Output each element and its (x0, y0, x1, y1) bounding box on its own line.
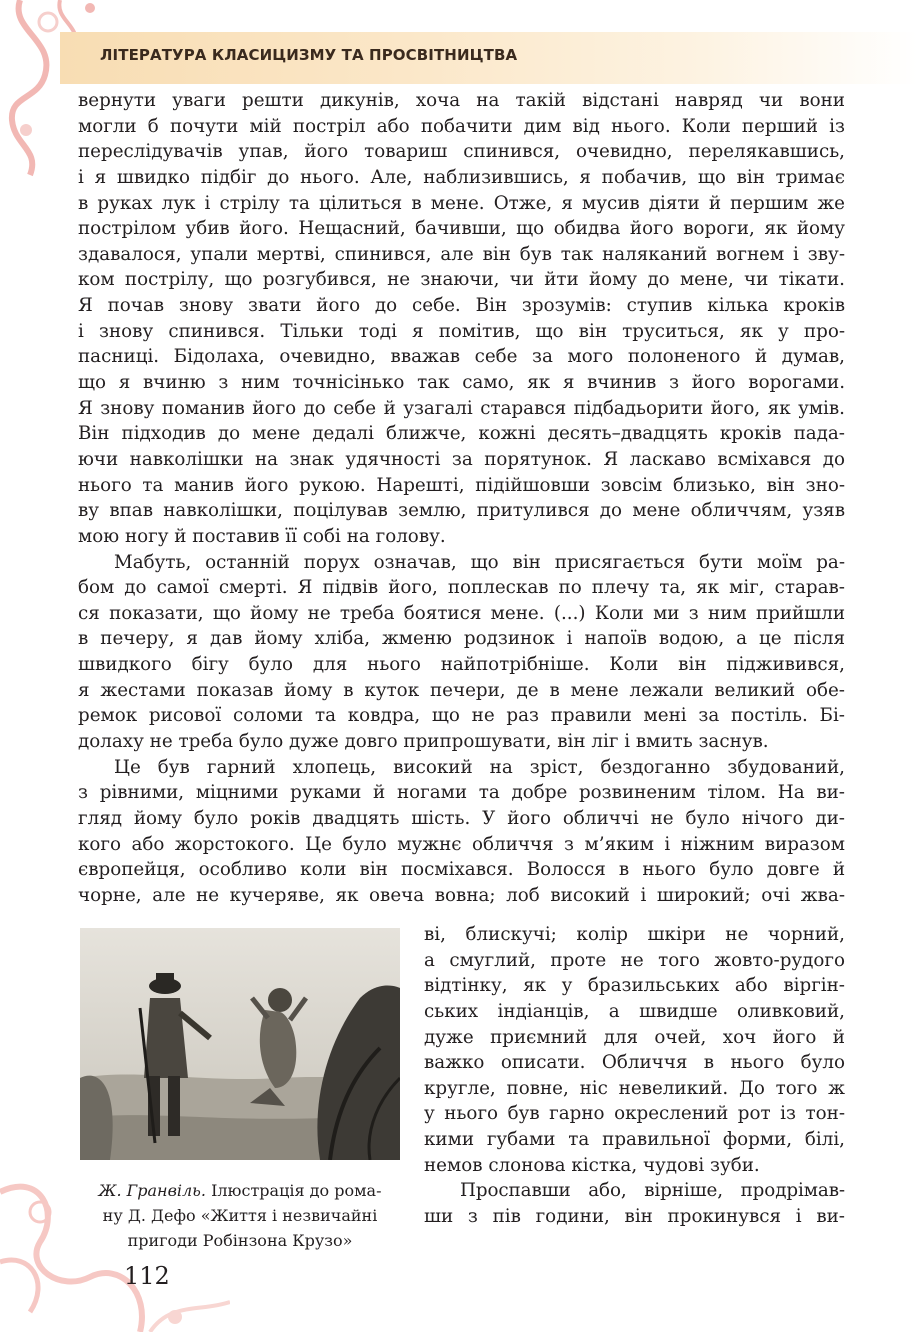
caption-text: ну Д. Дефо «Життя і незвичайні (102, 1206, 378, 1225)
running-header: ЛІТЕРАТУРА КЛАСИЦИЗМУ ТА ПРОСВІТНИЦТВА (100, 46, 518, 64)
text-line: ючи навколішки на знак удячності за порятунок. Я ласкаво всміхався до (78, 448, 845, 470)
text-line: кругле, повне, ніс невеликий. До того ж (424, 1077, 845, 1099)
text-line: ських індіанців, а швидше оливковий, (424, 1000, 845, 1022)
text-line: ши з пів години, він прокинувся і ви- (424, 1206, 845, 1228)
engraving-image (80, 928, 400, 1160)
text-line: кими губами та правильної форми, білі, (424, 1129, 845, 1151)
text-line: дуже приємний для очей, хоч його й (424, 1026, 845, 1048)
text-line: ву впав навколішки, поцілував землю, притулився до мене обличчям, узяв (78, 500, 845, 522)
paragraph-start: Мабуть, останній порух означав, що він присягається бути моїм ра- (114, 551, 845, 573)
text-line: ремок рисової соломи та ковдра, що не раз правили мені за постіль. Бі- (78, 705, 845, 727)
text-line: в руках лук і стрілу та цілиться в мене. Отже, я мусив діяти й першим же (78, 192, 845, 214)
text-line: важко описати. Обличчя в нього було (424, 1052, 845, 1074)
illustration-robinson-friday (80, 928, 400, 1160)
text-line: здавалося, упали мертві, спинився, але він був так наляканий вогнем і зву- (78, 243, 845, 265)
text-line: нього та манив його рукою. Нарешті, підійшовши зовсім близько, він зно- (78, 474, 845, 496)
text-line: мою ногу й поставив її собі на голову. (78, 525, 446, 547)
figure-caption (80, 1178, 400, 1253)
text-line: долаху не треба було дуже довго припрошувати, він ліг і вмить заснув. (78, 731, 769, 753)
paragraph-start: Проспавши або, вірніше, продрімав- (460, 1180, 845, 1202)
text-line: що я вчиню з ним точнісінько так само, як я вчинив з його ворогами. (78, 372, 845, 394)
caption-text: пригоди Робінзона Крузо» (127, 1231, 353, 1250)
text-line: кого або жорстокого. Це було мужнє обличчя з м’яким і ніжним виразом (78, 833, 845, 855)
text-line: швидкого бігу було для нього найпотрібніше. Коли він підживився, (78, 654, 845, 676)
main-text (78, 88, 845, 909)
text-line: пасниці. Бідолаха, очевидно, вважав себе за мого полоненого й думав, (78, 346, 845, 368)
text-line: у нього був гарно окреслений рот із тон- (424, 1103, 845, 1125)
page-number: 112 (124, 1262, 170, 1290)
text-line: переслідувачів упав, його товариш спинився, очевидно, перелякавшись, (78, 141, 845, 163)
text-line: Я знову поманив його до себе й узагалі старався підбадьорити його, як умів. (78, 397, 845, 419)
text-line: і знову спинився. Тільки тоді я помітив, що він труситься, як у про- (78, 320, 845, 342)
text-line: відтінку, як у бразильських або віргін- (424, 975, 845, 997)
wrapped-text (424, 922, 845, 1230)
text-line: Він підходив до мене дедалі ближче, кожні десять–двадцять кроків пада- (78, 423, 845, 445)
paragraph-start: Це був гарний хлопець, високий на зріст, бездоганно збудований, (114, 756, 845, 778)
text-line: а смуглий, проте не того жовто-рудого (424, 949, 845, 971)
text-line: гляд йому було років двадцять шість. У його обличчі не було нічого ди- (78, 807, 845, 829)
text-line: вернути уваги решти дикунів, хоча на такій відстані навряд чи вони (78, 90, 845, 111)
caption-author: Ж. Гранвіль. (98, 1181, 206, 1200)
text-line: і я швидко підбіг до нього. Але, наблизившись, я побачив, що він тримає (78, 166, 845, 188)
text-line: ві, блискучі; колір шкіри не чорний, (424, 924, 845, 945)
text-line: я жестами показав йому в куток печери, де в мене лежали великий обе- (78, 679, 845, 701)
text-line: ком пострілу, що розгубився, не знаючи, чи йти йому до мене, чи тікати. (78, 269, 845, 291)
text-line: ся показати, що йому не треба боятися мене. (...) Коли ми з ним прийшли (78, 602, 845, 624)
text-line: з рівними, міцними руками й ногами та добре розвиненим тілом. На ви- (78, 782, 845, 804)
text-line: бом до самої смерті. Я підвів його, поплескав по плечу та, як міг, старав- (78, 577, 845, 599)
text-line: в печеру, я дав йому хліба, жменю родзинок і напоїв водою, а це після (78, 628, 845, 650)
text-line: Я почав знову звати його до себе. Він зрозумів: ступив кілька кроків (78, 295, 845, 317)
text-line: європейця, особливо коли він посміхався. Волосся в нього було довге й (78, 859, 845, 881)
text-line: пострілом убив його. Нещасний, бачивши, що обидва його вороги, як йому (78, 218, 845, 240)
caption-text: Ілюстрація до рома- (205, 1181, 382, 1200)
text-line: чорне, але не кучеряве, як овеча вовна; лоб високий і широкий; очі жва- (78, 884, 845, 906)
text-line: могли б почути мій постріл або побачити дим від нього. Коли перший із (78, 115, 845, 137)
text-line: немов слонова кістка, чудові зуби. (424, 1154, 760, 1176)
